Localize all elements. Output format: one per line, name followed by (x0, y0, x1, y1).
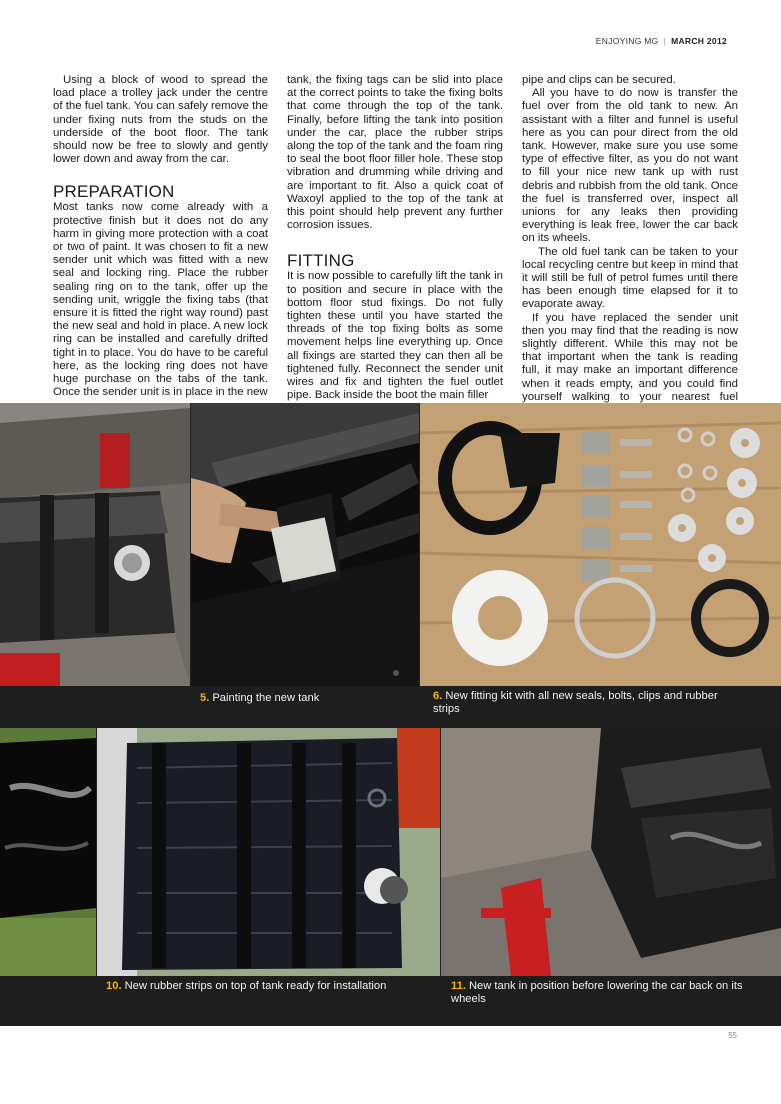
photo-tank-closeup (0, 728, 96, 976)
sender-reading-paragraph: If you have replaced the sender unit then you may find that the reading is now slightly different. While this may not be that important when the tank is reading full, it may make an important difference when it reads empty, and you could find yourself walking to your nearest fuel (522, 311, 738, 403)
caption-6 (433, 690, 743, 716)
photo-row-bottom (0, 728, 781, 976)
fuel-transfer-paragraph: All you have to do now is transfer the fuel over from the old tank to new. An assistant with a filter and funnel is useful here as you can pour direct from the old tank. However, make sure you use some type of effective filter, as you do not want to fill your nice new tank up with rust debris and rubbish from the old tank. Once the fuel is transferred over, inspect all unions for any leaks then providing everything is leak free, lower the car back on its wheels. (522, 87, 738, 245)
page-number: 55 (728, 1031, 737, 1040)
fitting-paragraph: It is now possible to carefully lift the tank in to position and secure in place with the bottom floor stud fixings. Do not fully tighten these until you have started the threads of the top fixing bolts as some movement helps line everything up. Once all fixings are started they can then all be tightened fully. Reconnect the sender unit wires and fix and tighten the fuel outlet pipe. Back inside the boot the main filler (287, 270, 503, 402)
preparation-continued: tank, the fixing tags can be slid into place at the correct points to take the fixing bolts that come through the top of the tank. Finally, before lifting the tank into position under the car, place the rubber strips along the top of the tank and the foam ring to seal the boot floor filler hole. These stop vibration and drumming while driving and are important to fit. Also a quick coat of Waxoyl applied to the top of the tank at this point should help prevent any further corrosion issues. (287, 74, 503, 232)
caption-11-text: New tank in position before lowering the car back on its wheels (451, 980, 743, 1005)
caption-10-text: New rubber strips on top of tank ready for installation (124, 980, 387, 992)
photo-tank-installed (441, 728, 781, 976)
intro-paragraph: Using a block of wood to spread the load place a trolley jack under the centre of the fuel tank. You can safely remove the under fixing nuts from the studs on the underside of the boot floor. The tank should now be free to slowly and gently lower down and away from the car. (53, 74, 268, 166)
photo-row-top (0, 403, 781, 686)
header-separator: | (663, 36, 667, 46)
caption-6-text: New fitting kit with all new seals, bolts, clips and rubber strips (433, 690, 718, 715)
photo-tank-underside (0, 403, 190, 686)
fitting-continued: pipe and clips can be secured. (522, 74, 676, 86)
caption-6-number: 6. (433, 690, 443, 702)
text-column-3 (522, 74, 738, 417)
text-column-1 (53, 74, 268, 399)
page-header (596, 36, 727, 46)
photo-painting-tank (191, 403, 419, 686)
recycling-paragraph: The old fuel tank can be taken to your local recycling centre but keep in mind that it will still be full of petrol fumes until there has been enough time elapsed for it to evaporate away. (522, 245, 738, 311)
caption-11-number: 11. (451, 980, 466, 992)
photo-tank-rubber-strips (97, 728, 440, 976)
caption-5-number: 5. (200, 692, 210, 704)
issue-date: MARCH 2012 (671, 36, 727, 46)
caption-5-text: Painting the new tank (212, 692, 320, 704)
caption-band-bottom (0, 976, 781, 1026)
caption-10-number: 10. (106, 980, 122, 992)
caption-5 (200, 692, 410, 705)
caption-10 (106, 980, 426, 993)
heading-fitting: FITTING (287, 251, 355, 271)
heading-preparation: PREPARATION (53, 182, 175, 202)
preparation-paragraph: Most tanks now come already with a protective finish but it does not do any harm in giving more protection with a coat or two of paint. It was chosen to fit a new sender unit which was fitted with a new seal and locking ring. Place the rubber sealing ring on to the tank, offer up the sending unit, wriggle the fixing tabs (that ensure it is fitted the right way round) past the new seal and hold in place. A new lock ring can be installed and carefully drifted tight in to place. You do have to be careful here, as the locking ring does not have huge purchase on the tabs of the tank. Once the sender unit is in place in the new (53, 201, 268, 399)
photo-fitting-kit (420, 403, 781, 686)
text-column-2 (287, 74, 503, 402)
magazine-name: ENJOYING MG (595, 36, 659, 46)
caption-11 (451, 980, 746, 1006)
caption-band-top (0, 686, 781, 728)
